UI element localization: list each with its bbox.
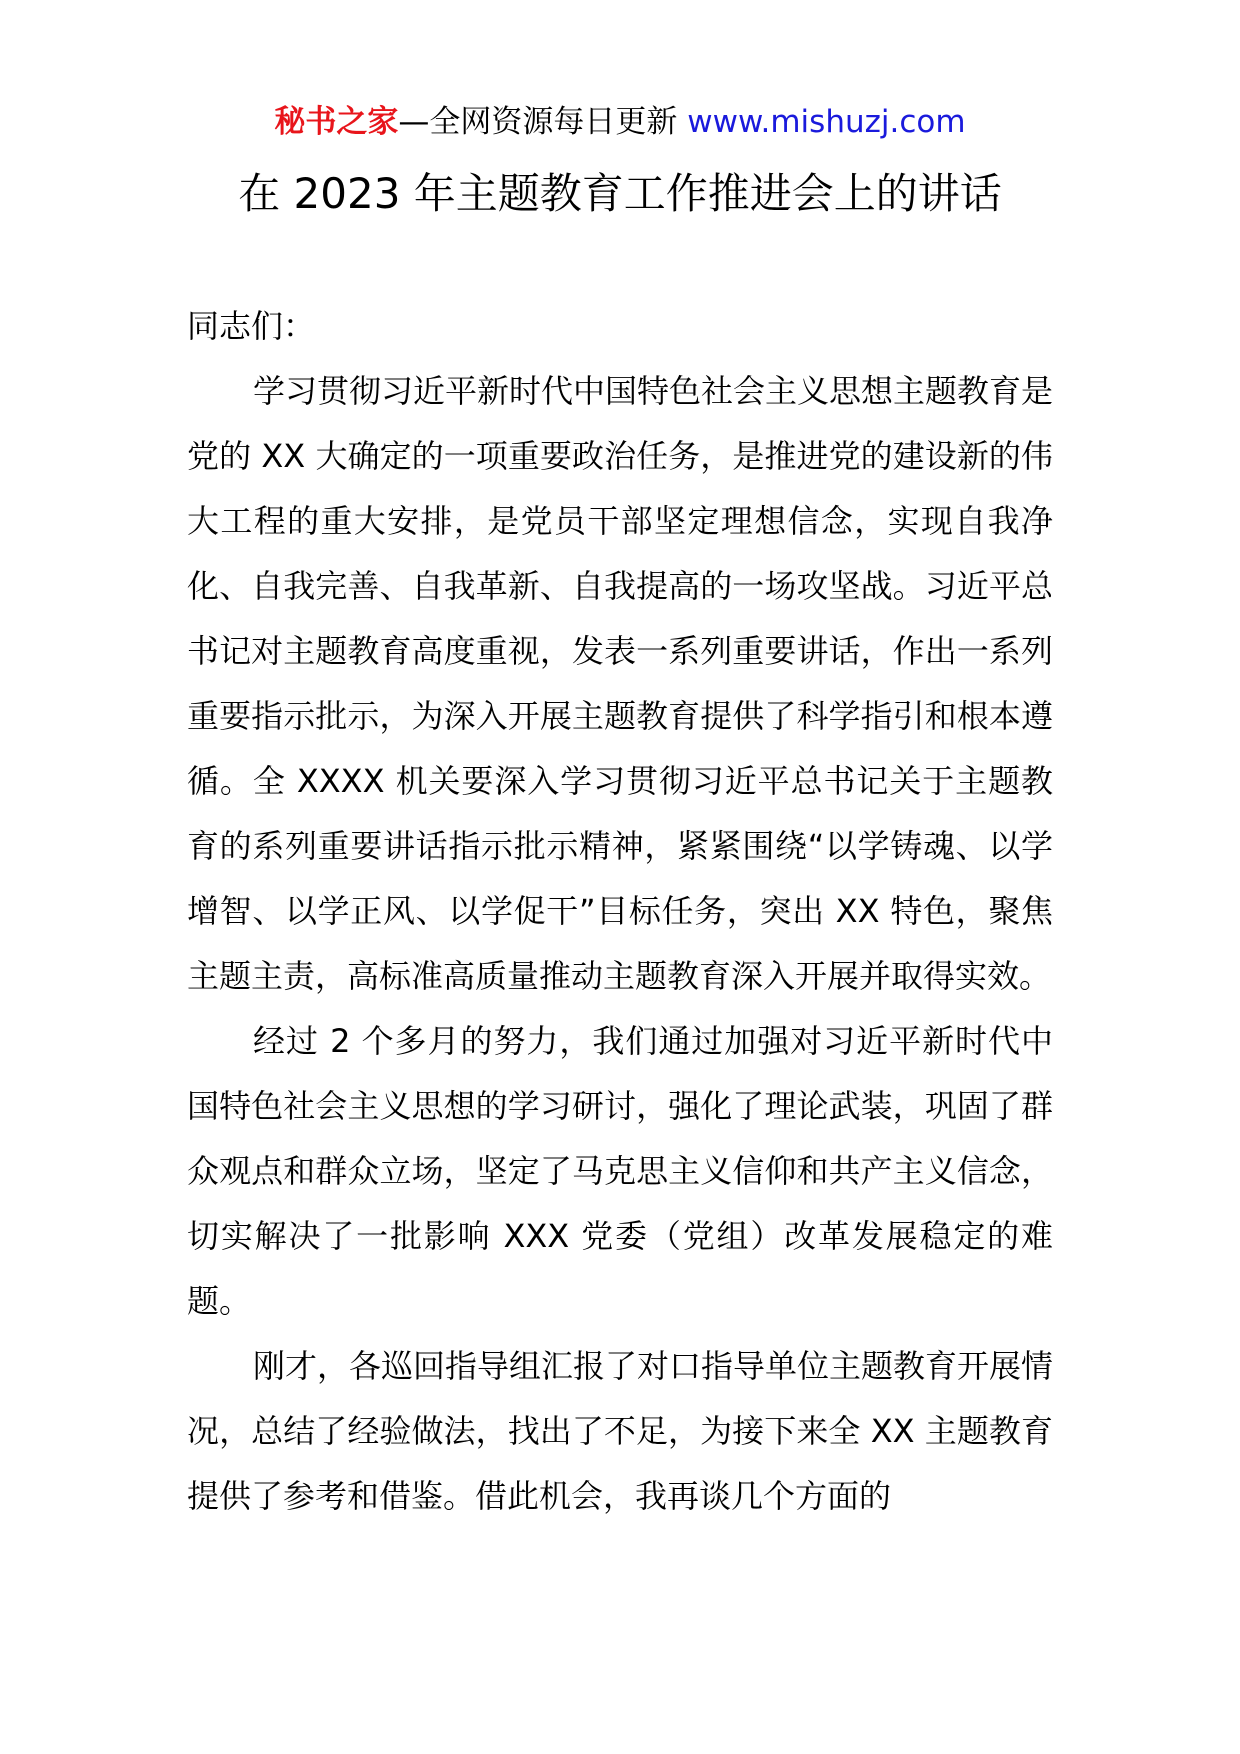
salutation: 同志们： — [187, 307, 316, 345]
site-brand: 秘书之家 — [274, 104, 399, 140]
paragraph-2: 经过 2 个多月的努力，我们通过加强对习近平新时代中国特色社会主义思想的学习研讨，强化了理论武装，巩固了群众观点和群众立场，坚定了马克思主义信仰和共产主义信念，切实解决了一批影响 XXX 党委（党组）改革发展稳定的难题。 — [187, 1022, 1053, 1320]
document-body — [187, 294, 1053, 1529]
document-title: 在 2023 年主题教育工作推进会上的讲话 — [238, 169, 1002, 218]
site-tagline: —全网资源每日更新 — [398, 104, 688, 140]
site-header — [0, 100, 1240, 144]
paragraph-3: 刚才，各巡回指导组汇报了对口指导单位主题教育开展情况，总结了经验做法，找出了不足，为接下来全 XX 主题教育提供了参考和借鉴。借此机会，我再谈几个方面的 — [187, 1347, 1054, 1515]
site-url-link[interactable]: www.mishuzj.com — [687, 104, 966, 140]
paragraph-1: 学习贯彻习近平新时代中国特色社会主义思想主题教育是党的 XX 大确定的一项重要政治任务，是推进党的建设新的伟大工程的重大安排，是党员干部坚定理想信念，实现自我净化、自我完善、自我革新、自我提高的一场攻坚战。习近平总书记对主题教育高度重视，发表一系列重要讲话，作出一系列重要指示批示，为深入开展主题教育提供了科学指引和根本遵循。全 XXXX 机关要深入学习贯彻习近平总书记关于主题教育的系列重要讲话指示批示精神，紧紧围绕“以学铸魂、以学增智、以学正风、以学促干”目标任务，突出 XX 特色，聚焦主题主责，高标准高质量推动主题教育深入开展并取得实效。 — [187, 372, 1054, 995]
